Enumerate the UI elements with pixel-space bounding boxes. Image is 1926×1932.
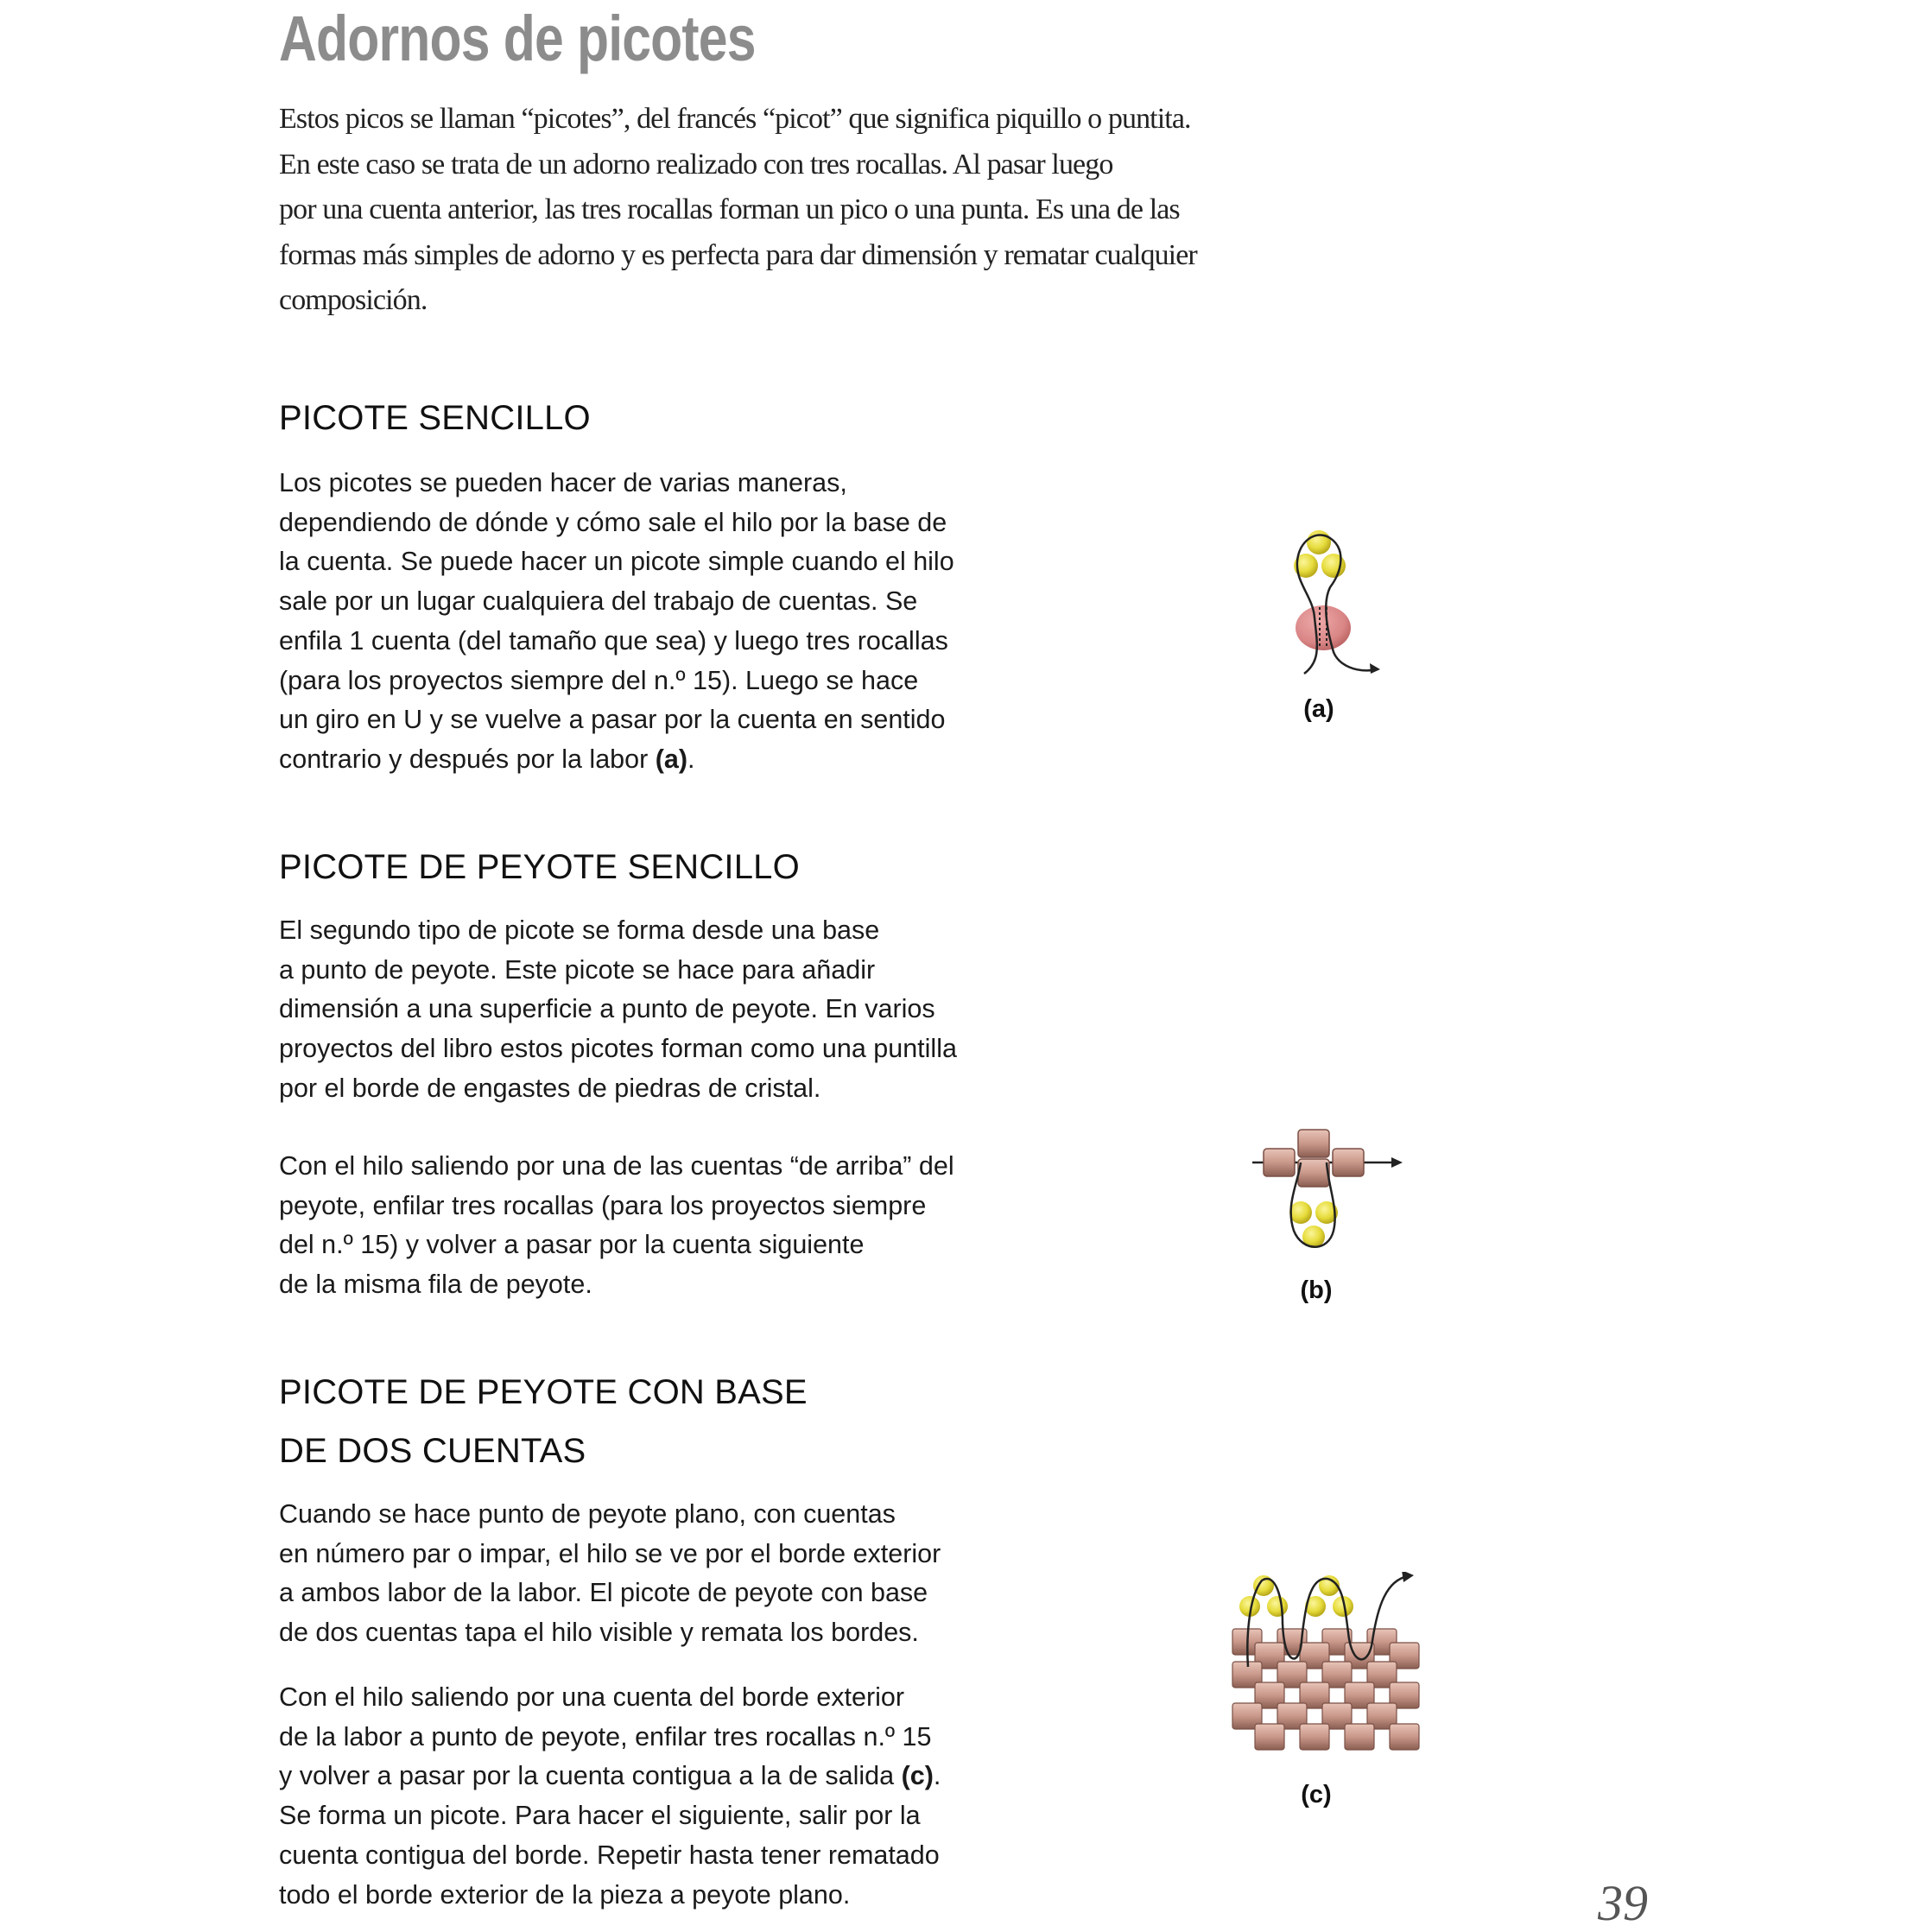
section-heading-picote-peyote-sencillo: PICOTE DE PEYOTE SENCILLO	[279, 848, 800, 886]
section-heading-picote-base-dos-cuentas-1: PICOTE DE PEYOTE CON BASE	[279, 1373, 808, 1411]
intro-line: composición.	[279, 284, 428, 316]
section-picote-sencillo-text	[279, 464, 954, 780]
text-line: de la labor a punto de peyote, enfilar tres rocallas n.º 15	[279, 1721, 932, 1751]
delica-bead	[1264, 1149, 1295, 1176]
text-line: por el borde de engastes de piedras de cristal.	[279, 1073, 821, 1103]
seed-bead	[1307, 530, 1331, 554]
section-base-dos-cuentas-text-2	[279, 1678, 941, 1915]
figure-b-diagram	[1251, 1123, 1406, 1261]
peyote-grid	[1232, 1629, 1419, 1750]
figure-c-diagram	[1231, 1572, 1425, 1762]
section-heading-picote-sencillo: PICOTE SENCILLO	[279, 399, 591, 437]
text-segment: .	[687, 744, 695, 774]
text-line: en número par o impar, el hilo se ve por el borde exterior	[279, 1538, 941, 1568]
text-segment: .	[933, 1761, 941, 1791]
text-line: sale por un lugar cualquiera del trabajo de cuentas. Se	[279, 586, 918, 617]
text-line: a ambos labor de la labor. El picote de peyote con base	[279, 1578, 928, 1608]
text-line	[279, 1757, 941, 1796]
seed-beads	[1239, 1575, 1353, 1617]
figure-ref-c: (c)	[901, 1761, 934, 1791]
arrow-head	[1402, 1572, 1414, 1582]
text-line: Se forma un picote. Para hacer el siguiente, salir por la	[279, 1801, 921, 1831]
text-segment: contrario y después por la labor	[279, 744, 656, 774]
intro-paragraph	[279, 97, 1315, 324]
figure-label-c: (c)	[1301, 1781, 1332, 1808]
text-line: peyote, enfilar tres rocallas (para los proyectos siempre	[279, 1190, 927, 1220]
seed-bead	[1289, 1201, 1312, 1224]
arrow-head	[1391, 1157, 1403, 1168]
intro-line: En este caso se trata de un adorno realizado con tres rocallas. Al pasar luego	[279, 148, 1113, 181]
text-line: cuenta contigua del borde. Repetir hasta tener rematado	[279, 1840, 940, 1870]
text-line: Con el hilo saliendo por una de las cuentas “de arriba” del	[279, 1151, 954, 1181]
intro-line: por una cuenta anterior, las tres rocallas forman un pico o una punta. Es una de las	[279, 193, 1180, 225]
text-line: Cuando se hace punto de peyote plano, con cuentas	[279, 1499, 896, 1529]
text-line: a punto de peyote. Este picote se hace para añadir	[279, 954, 876, 985]
text-line: El segundo tipo de picote se forma desde una base	[279, 915, 880, 945]
text-line: (para los proyectos siempre del n.º 15). Luego se hace	[279, 665, 919, 695]
text-line: Con el hilo saliendo por una cuenta del borde exterior	[279, 1682, 905, 1712]
text-line: Los picotes se pueden hacer de varias maneras,	[279, 468, 847, 497]
page-number: 39	[1598, 1875, 1648, 1931]
intro-line: formas más simples de adorno y es perfecta para dar dimensión y rematar cualquier	[279, 238, 1197, 271]
delica-bead	[1298, 1159, 1329, 1187]
text-line: la cuenta. Se puede hacer un picote simple cuando el hilo	[279, 547, 954, 577]
text-line: dimensión a una superficie a punto de peyote. En varios	[279, 994, 935, 1024]
base-bead	[1296, 605, 1351, 650]
section-peyote-sencillo-text-1	[279, 911, 957, 1109]
figure-a-diagram	[1270, 523, 1382, 678]
text-line: un giro en U y se vuelve a pasar por la cuenta en sentido	[279, 705, 946, 735]
text-line: enfila 1 cuenta (del tamaño que sea) y luego tres rocallas	[279, 625, 948, 656]
text-line: todo el borde exterior de la pieza a peyote plano.	[279, 1879, 851, 1910]
seed-bead	[1321, 554, 1346, 578]
figure-label-b: (b)	[1300, 1276, 1333, 1304]
page-title: Adornos de picotes	[279, 3, 756, 74]
section-base-dos-cuentas-text-1	[279, 1495, 941, 1653]
text-line: de dos cuentas tapa el hilo visible y remata los bordes.	[279, 1618, 919, 1648]
figure-label-a: (a)	[1303, 695, 1334, 723]
section-heading-picote-base-dos-cuentas-2: DE DOS CUENTAS	[279, 1432, 586, 1470]
arrow-head	[1370, 663, 1380, 674]
figure-ref-a: (a)	[655, 744, 687, 774]
section-peyote-sencillo-text-2	[279, 1147, 954, 1305]
intro-line: Estos picos se llaman “picotes”, del francés “picot” que significa piquillo o puntita.	[279, 103, 1191, 135]
text-segment: y volver a pasar por la cuenta contigua a la de salida	[279, 1761, 902, 1791]
delica-bead	[1298, 1130, 1329, 1157]
text-line: del n.º 15) y volver a pasar por la cuenta siguiente	[279, 1230, 865, 1260]
text-line: dependiendo de dónde y cómo sale el hilo por la base de	[279, 507, 947, 537]
text-line: de la misma fila de peyote.	[279, 1270, 592, 1300]
delica-bead	[1333, 1149, 1364, 1176]
text-line: proyectos del libro estos picotes forman como una puntilla	[279, 1034, 957, 1064]
text-line	[279, 740, 954, 780]
